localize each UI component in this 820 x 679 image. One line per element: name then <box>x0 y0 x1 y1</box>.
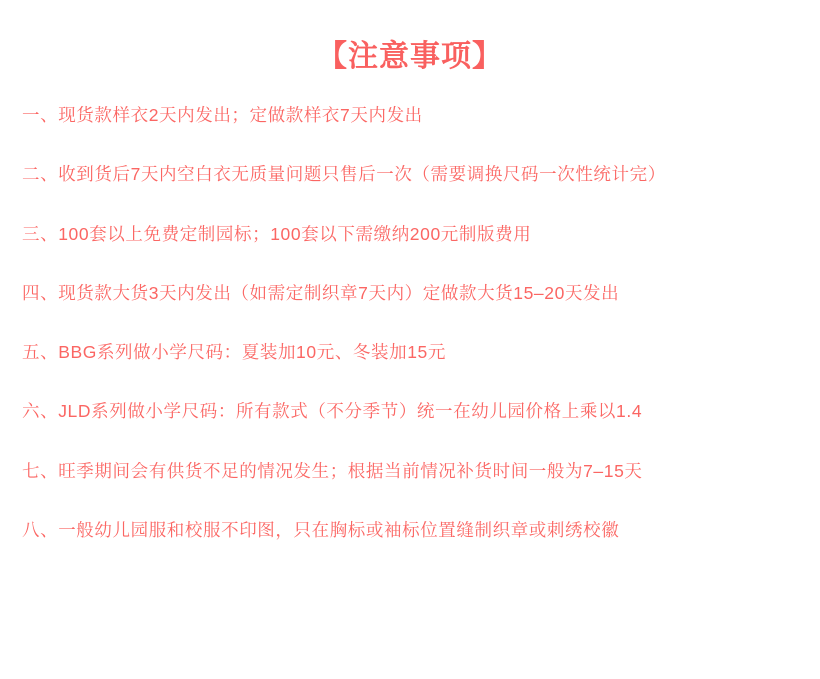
list-item: 三、100套以上免费定制园标；100套以下需缴纳200元制版费用 <box>22 223 532 244</box>
list-item: 一、现货款样衣2天内发出；定做款样衣7天内发出 <box>22 105 423 125</box>
list-item: 四、现货款大货3天内发出（如需定制织章7天内）定做款大货15–20天发出 <box>22 282 620 303</box>
list-item: 七、旺季期间会有供货不足的情况发生；根据当前情况补货时间一般为7–15天 <box>22 460 643 481</box>
notes-list <box>0 84 820 543</box>
page-title: 【注意事项】 <box>317 40 503 73</box>
list-item: 五、BBG系列做小学尺码：夏装加10元、冬装加15元 <box>22 342 446 362</box>
list-item: 二、收到货后7天内空白衣无质量问题只售后一次（需要调换尺码一次性统计完） <box>22 164 666 185</box>
list-item: 六、JLD系列做小学尺码：所有款式（不分季节）统一在幼儿园价格上乘以1.4 <box>22 401 643 422</box>
list-item: 八、一般幼儿园服和校服不印图，只在胸标或袖标位置缝制织章或刺绣校徽 <box>22 519 620 540</box>
